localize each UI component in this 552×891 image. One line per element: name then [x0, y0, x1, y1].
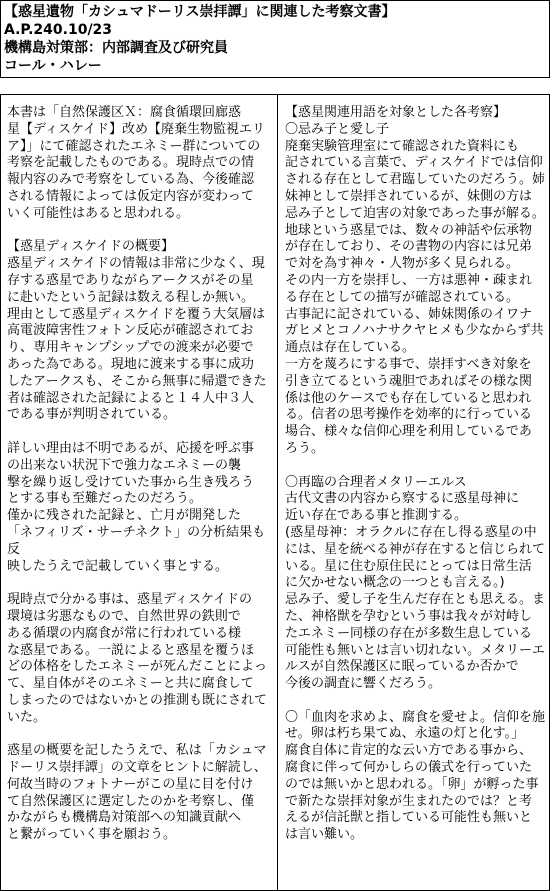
overview-paragraph-3: 現時点で分かる事は、惑星ディスケイドの 環境は劣悪なもので、自然世界の鉄則で ある循環の内腐食が常に行われている様 な惑星である。一説によると惑星を覆うほ どの体格をしたエネミーが死んだことによっ て、星自体がそのエネミーと共に腐食して しまったのではないかとの推測も既にされて いた。	[7, 592, 268, 725]
department-line: 機構島対策部：内部調査及び研究員	[4, 40, 228, 56]
overview-paragraph-4: 惑星の概要を記したうえで、私は「カシュマ ドーリス崇拝譚」の文章をヒントに解読し、 何故当時のフォトナーがこの星に目を付け て自然保護区に選定したのかを考察し、僅 かながらも機構島対策部への知識貢献へ と繋がっていく事を願おう。	[7, 743, 267, 843]
overview-paragraph-1: 惑星ディスケイドの情報は非常に少なく、現 存する惑星でありながらアークスがその星 に赴いたという記録は数える程しか無い。 理由として惑星ディスケイドを覆う大気層は 高電波障害性フォトン反応が確認されてお り、専用キャンプシップでの渡来が必要で あった為である。現地に渡来する事に成功 したアークスも、そこから無事に帰還できた 者は確認された記録によると１４人中３人 である事が判明されている。	[7, 256, 267, 423]
overview-paragraph-2: 詳しい理由は不明であるが、応援を呼ぶ事 の出来ない状況下で強力なエネミーの襲 撃を繰り返し受けていた事から生き残ろう とする事も至難だったのだろう。 僅かに残された記録と、亡月が開発した 「ネフィリズ・サーチネクト」の分析結果も反 映したうえで記載していく事とする。	[7, 440, 266, 574]
column-divider	[277, 95, 278, 890]
overview-heading: 【惑星ディスケイドの概要】	[7, 239, 175, 255]
author-name: コール・ハレー	[4, 58, 102, 74]
analysis-paragraph-2: 古代文書の内容から察するに惑星母神に 近い存在である事と推測する。 (惑星母神：オラクルに存在し得る惑星の中 には、星を統べる神が存在すると信じられて いる。星に住む原住民にとっては日常生活 に欠かせない概念の一つとも言える。) 忌み子、愛し子を生んだ存在とも思える。ま た、神格獣を孕むという事は我々が対峙し たエネミー同様の存在が多数生息している 可能性も無いとは言い切れない。メタリーエ ルスが自然保護区に眠っているか否かで 今後の調査に響くだろう。	[285, 491, 546, 692]
left-column	[7, 105, 271, 844]
subsection-heading-1: 〇忌み子と愛し子	[285, 121, 390, 137]
document-header	[0, 0, 550, 78]
analysis-paragraph-3: 〇「血肉を求めよ、腐食を愛せよ。信仰を施 せ。卵は朽ち果てぬ、永遠の灯と化す。」 腐食自体に肯定的な云い方である事から、 腐食に伴って何かしらの儀式を行っていた のでは無いかと思われる。「卵」が孵った事 で新たな崇拝対象が生まれたのでは？と考 えるが信託獣と指している可能性も無いと は言い難い。	[285, 709, 546, 843]
intro-paragraph: 本書は「自然保護区Ｘ：腐食循環回廊惑 星【ディスケイド】改め【廃棄生物監視エリ ア】」にて確認されたエネミー群についての 考察を記載したものである。現時点での情 報内容のみで考察をしている為、今後確認 される情報によっては仮定内容が変わって いく可能性はあると思われる。	[7, 105, 266, 221]
analysis-paragraph-1: 廃棄実験管理室にて確認された資料にも 記されている言葉で、ディスケイドでは信仰 される存在として君臨していたのだろう。姉 妹神として崇拝されているが、妹側の方は 忌み子として迫害の対象であった事が解る。 地球という惑星では、数々の神話や伝承物 が存在しており、その書物の内容には兄弟 で対を為す神々・人物が多く見られる。 その内一方を崇拝し、一方は悪神・疎まれ る存在としての描写が確認されている。 古事記に記されている、姉妹関係のイワナ ガヒメとコノハナサクヤヒメも少なからず共 通点は存在している。 一方を蔑ろにする事で、崇拝すべき対象を 引き立てるという魂胆であればその様な関 係は他のケースでも存在していると思われ る。信者の思考操作を効率的に行っている 場合、様々な信仰心理を利用しているであ ろう。	[285, 138, 546, 456]
document-title: 【惑星遺物「カシュマドーリス崇拝譚」に関連した考察文書】	[4, 4, 396, 20]
right-column	[285, 105, 547, 844]
document-date: A.P.240.10/23	[4, 22, 113, 38]
analysis-heading: 【惑星関連用語を対象とした各考察】	[285, 105, 507, 120]
subsection-heading-2: 〇再臨の合理者メタリーエルス	[285, 474, 467, 490]
document-body-table	[0, 94, 550, 891]
